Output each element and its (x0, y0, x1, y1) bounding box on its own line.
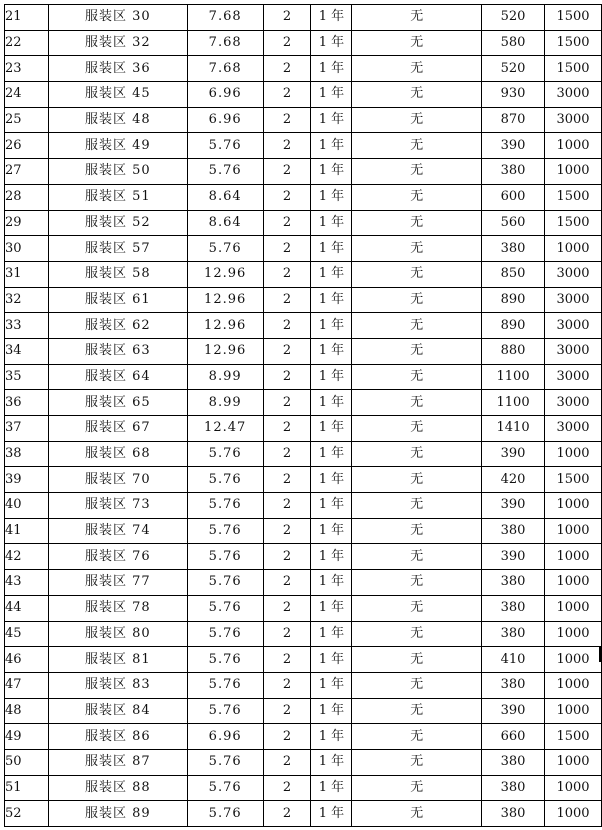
note-cell: 无 (352, 364, 482, 390)
table-row (5, 313, 602, 339)
rent-cell: 390 (482, 133, 545, 159)
bond-cell: 1500 (545, 56, 602, 82)
rent-cell: 1100 (482, 364, 545, 390)
term-cell: 1 年 (311, 441, 352, 467)
bond-cell: 1000 (545, 570, 602, 596)
note-cell: 无 (352, 621, 482, 647)
area-cell: 7.68 (187, 5, 263, 31)
row-number-cell: 41 (5, 518, 49, 544)
quantity-cell: 2 (263, 313, 311, 339)
area-cell: 5.76 (187, 441, 263, 467)
booth-name-cell: 服装区 57 (48, 236, 187, 262)
booth-name-cell: 服装区 52 (48, 210, 187, 236)
area-cell: 5.76 (187, 647, 263, 673)
quantity-cell: 2 (263, 82, 311, 108)
quantity-cell: 2 (263, 236, 311, 262)
note-cell: 无 (352, 544, 482, 570)
booth-name-cell: 服装区 73 (48, 493, 187, 519)
note-cell: 无 (352, 775, 482, 801)
rent-cell: 380 (482, 775, 545, 801)
row-number-cell: 27 (5, 159, 49, 185)
rent-cell: 380 (482, 236, 545, 262)
area-cell: 8.64 (187, 184, 263, 210)
rent-cell: 380 (482, 159, 545, 185)
term-cell: 1 年 (311, 493, 352, 519)
note-cell: 无 (352, 441, 482, 467)
row-number-cell: 42 (5, 544, 49, 570)
rent-cell: 880 (482, 338, 545, 364)
quantity-cell: 2 (263, 775, 311, 801)
rent-cell: 390 (482, 698, 545, 724)
row-number-cell: 50 (5, 749, 49, 775)
quantity-cell: 2 (263, 133, 311, 159)
rent-cell: 850 (482, 261, 545, 287)
area-cell: 12.96 (187, 287, 263, 313)
row-number-cell: 33 (5, 313, 49, 339)
term-cell: 1 年 (311, 159, 352, 185)
table-row (5, 672, 602, 698)
rent-cell: 520 (482, 56, 545, 82)
row-number-cell: 45 (5, 621, 49, 647)
rent-cell: 660 (482, 724, 545, 750)
area-cell: 5.76 (187, 544, 263, 570)
row-number-cell: 25 (5, 107, 49, 133)
booth-name-cell: 服装区 89 (48, 801, 187, 827)
term-cell: 1 年 (311, 261, 352, 287)
bond-cell: 3000 (545, 364, 602, 390)
row-number-cell: 35 (5, 364, 49, 390)
note-cell: 无 (352, 390, 482, 416)
note-cell: 无 (352, 647, 482, 673)
booth-name-cell: 服装区 58 (48, 261, 187, 287)
term-cell: 1 年 (311, 107, 352, 133)
row-number-cell: 26 (5, 133, 49, 159)
row-number-cell: 30 (5, 236, 49, 262)
table-row (5, 159, 602, 185)
rent-cell: 890 (482, 287, 545, 313)
bond-cell: 1500 (545, 724, 602, 750)
area-cell: 8.99 (187, 364, 263, 390)
quantity-cell: 2 (263, 467, 311, 493)
area-cell: 12.96 (187, 261, 263, 287)
bond-cell: 1000 (545, 698, 602, 724)
row-number-cell: 29 (5, 210, 49, 236)
note-cell: 无 (352, 184, 482, 210)
quantity-cell: 2 (263, 107, 311, 133)
quantity-cell: 2 (263, 390, 311, 416)
row-number-cell: 43 (5, 570, 49, 596)
bond-cell: 1000 (545, 133, 602, 159)
booth-name-cell: 服装区 65 (48, 390, 187, 416)
term-cell: 1 年 (311, 56, 352, 82)
table-row (5, 749, 602, 775)
note-cell: 无 (352, 493, 482, 519)
row-number-cell: 49 (5, 724, 49, 750)
note-cell: 无 (352, 467, 482, 493)
booth-name-cell: 服装区 32 (48, 30, 187, 56)
area-cell: 5.76 (187, 775, 263, 801)
rent-cell: 380 (482, 518, 545, 544)
bond-cell: 3000 (545, 261, 602, 287)
bond-cell: 1000 (545, 595, 602, 621)
row-number-cell: 40 (5, 493, 49, 519)
area-cell: 6.96 (187, 82, 263, 108)
area-cell: 12.47 (187, 416, 263, 442)
rent-cell: 930 (482, 82, 545, 108)
quantity-cell: 2 (263, 544, 311, 570)
quantity-cell: 2 (263, 287, 311, 313)
note-cell: 无 (352, 56, 482, 82)
note-cell: 无 (352, 570, 482, 596)
row-number-cell: 36 (5, 390, 49, 416)
row-number-cell: 24 (5, 82, 49, 108)
rent-cell: 380 (482, 801, 545, 827)
note-cell: 无 (352, 159, 482, 185)
table-row (5, 518, 602, 544)
quantity-cell: 2 (263, 159, 311, 185)
booth-name-cell: 服装区 64 (48, 364, 187, 390)
area-cell: 5.76 (187, 595, 263, 621)
table-row (5, 595, 602, 621)
booth-name-cell: 服装区 30 (48, 5, 187, 31)
table-row (5, 5, 602, 31)
table-row (5, 570, 602, 596)
quantity-cell: 2 (263, 518, 311, 544)
term-cell: 1 年 (311, 210, 352, 236)
bond-cell: 3000 (545, 338, 602, 364)
term-cell: 1 年 (311, 364, 352, 390)
rent-cell: 560 (482, 210, 545, 236)
bond-cell: 1000 (545, 801, 602, 827)
row-number-cell: 23 (5, 56, 49, 82)
row-number-cell: 52 (5, 801, 49, 827)
booth-name-cell: 服装区 63 (48, 338, 187, 364)
bond-cell: 1500 (545, 5, 602, 31)
note-cell: 无 (352, 82, 482, 108)
rent-cell: 890 (482, 313, 545, 339)
rent-cell: 1100 (482, 390, 545, 416)
area-cell: 6.96 (187, 724, 263, 750)
bond-cell: 1000 (545, 518, 602, 544)
table-row (5, 698, 602, 724)
table-row (5, 724, 602, 750)
area-cell: 5.76 (187, 133, 263, 159)
table-row (5, 82, 602, 108)
area-cell: 5.76 (187, 518, 263, 544)
area-cell: 7.68 (187, 30, 263, 56)
bond-cell: 1500 (545, 184, 602, 210)
quantity-cell: 2 (263, 416, 311, 442)
row-number-cell: 32 (5, 287, 49, 313)
term-cell: 1 年 (311, 724, 352, 750)
quantity-cell: 2 (263, 364, 311, 390)
rent-cell: 1410 (482, 416, 545, 442)
term-cell: 1 年 (311, 647, 352, 673)
booth-name-cell: 服装区 86 (48, 724, 187, 750)
table-row (5, 364, 602, 390)
table-row (5, 30, 602, 56)
note-cell: 无 (352, 416, 482, 442)
rent-cell: 380 (482, 595, 545, 621)
area-cell: 5.76 (187, 698, 263, 724)
booth-name-cell: 服装区 48 (48, 107, 187, 133)
term-cell: 1 年 (311, 672, 352, 698)
quantity-cell: 2 (263, 801, 311, 827)
booth-name-cell: 服装区 49 (48, 133, 187, 159)
quantity-cell: 2 (263, 749, 311, 775)
row-number-cell: 39 (5, 467, 49, 493)
quantity-cell: 2 (263, 30, 311, 56)
table-row (5, 775, 602, 801)
bond-cell: 1000 (545, 493, 602, 519)
rent-cell: 380 (482, 621, 545, 647)
table-row (5, 56, 602, 82)
booth-name-cell: 服装区 36 (48, 56, 187, 82)
booth-name-cell: 服装区 84 (48, 698, 187, 724)
bond-cell: 1000 (545, 749, 602, 775)
area-cell: 12.96 (187, 313, 263, 339)
quantity-cell: 2 (263, 595, 311, 621)
table-row (5, 184, 602, 210)
table-row (5, 133, 602, 159)
quantity-cell: 2 (263, 56, 311, 82)
rent-cell: 520 (482, 5, 545, 31)
row-number-cell: 22 (5, 30, 49, 56)
booth-name-cell: 服装区 77 (48, 570, 187, 596)
booth-name-cell: 服装区 88 (48, 775, 187, 801)
row-number-cell: 46 (5, 647, 49, 673)
table-row (5, 107, 602, 133)
table-row (5, 287, 602, 313)
booth-name-cell: 服装区 76 (48, 544, 187, 570)
row-number-cell: 31 (5, 261, 49, 287)
note-cell: 无 (352, 30, 482, 56)
booth-name-cell: 服装区 80 (48, 621, 187, 647)
row-number-cell: 34 (5, 338, 49, 364)
term-cell: 1 年 (311, 82, 352, 108)
quantity-cell: 2 (263, 493, 311, 519)
row-number-cell: 44 (5, 595, 49, 621)
note-cell: 无 (352, 672, 482, 698)
bond-cell: 1000 (545, 647, 602, 673)
term-cell: 1 年 (311, 390, 352, 416)
note-cell: 无 (352, 749, 482, 775)
bond-cell: 1000 (545, 775, 602, 801)
table-row (5, 493, 602, 519)
term-cell: 1 年 (311, 595, 352, 621)
booth-name-cell: 服装区 51 (48, 184, 187, 210)
area-cell: 5.76 (187, 749, 263, 775)
area-cell: 5.76 (187, 236, 263, 262)
term-cell: 1 年 (311, 518, 352, 544)
term-cell: 1 年 (311, 467, 352, 493)
term-cell: 1 年 (311, 749, 352, 775)
note-cell: 无 (352, 261, 482, 287)
lease-table (4, 4, 602, 827)
note-cell: 无 (352, 236, 482, 262)
quantity-cell: 2 (263, 210, 311, 236)
booth-name-cell: 服装区 67 (48, 416, 187, 442)
area-cell: 6.96 (187, 107, 263, 133)
term-cell: 1 年 (311, 338, 352, 364)
bond-cell: 3000 (545, 287, 602, 313)
rent-cell: 580 (482, 30, 545, 56)
bond-cell: 1500 (545, 30, 602, 56)
booth-name-cell: 服装区 78 (48, 595, 187, 621)
term-cell: 1 年 (311, 287, 352, 313)
rent-cell: 390 (482, 441, 545, 467)
row-number-cell: 21 (5, 5, 49, 31)
note-cell: 无 (352, 107, 482, 133)
note-cell: 无 (352, 518, 482, 544)
booth-name-cell: 服装区 81 (48, 647, 187, 673)
area-cell: 5.76 (187, 801, 263, 827)
area-cell: 5.76 (187, 672, 263, 698)
term-cell: 1 年 (311, 570, 352, 596)
rent-cell: 420 (482, 467, 545, 493)
area-cell: 5.76 (187, 570, 263, 596)
bond-cell: 1000 (545, 159, 602, 185)
term-cell: 1 年 (311, 313, 352, 339)
area-cell: 5.76 (187, 467, 263, 493)
quantity-cell: 2 (263, 261, 311, 287)
term-cell: 1 年 (311, 133, 352, 159)
bond-cell: 1500 (545, 467, 602, 493)
term-cell: 1 年 (311, 544, 352, 570)
bond-cell: 3000 (545, 390, 602, 416)
quantity-cell: 2 (263, 672, 311, 698)
bond-cell: 3000 (545, 416, 602, 442)
rent-cell: 390 (482, 544, 545, 570)
booth-name-cell: 服装区 50 (48, 159, 187, 185)
bond-cell: 1000 (545, 672, 602, 698)
booth-name-cell: 服装区 87 (48, 749, 187, 775)
bond-cell: 1000 (545, 236, 602, 262)
term-cell: 1 年 (311, 30, 352, 56)
row-number-cell: 51 (5, 775, 49, 801)
table-row (5, 467, 602, 493)
note-cell: 无 (352, 724, 482, 750)
table-row (5, 544, 602, 570)
term-cell: 1 年 (311, 801, 352, 827)
row-number-cell: 28 (5, 184, 49, 210)
area-cell: 5.76 (187, 493, 263, 519)
bond-cell: 3000 (545, 82, 602, 108)
bond-cell: 1000 (545, 544, 602, 570)
table-row (5, 441, 602, 467)
term-cell: 1 年 (311, 184, 352, 210)
rent-cell: 380 (482, 749, 545, 775)
row-number-cell: 48 (5, 698, 49, 724)
note-cell: 无 (352, 313, 482, 339)
quantity-cell: 2 (263, 5, 311, 31)
row-number-cell: 37 (5, 416, 49, 442)
table-row (5, 416, 602, 442)
bond-cell: 1000 (545, 441, 602, 467)
quantity-cell: 2 (263, 338, 311, 364)
table-row (5, 647, 602, 673)
term-cell: 1 年 (311, 236, 352, 262)
term-cell: 1 年 (311, 5, 352, 31)
area-cell: 8.99 (187, 390, 263, 416)
table-row (5, 210, 602, 236)
note-cell: 无 (352, 210, 482, 236)
rent-cell: 600 (482, 184, 545, 210)
note-cell: 无 (352, 133, 482, 159)
booth-name-cell: 服装区 83 (48, 672, 187, 698)
note-cell: 无 (352, 595, 482, 621)
note-cell: 无 (352, 698, 482, 724)
bond-cell: 1500 (545, 210, 602, 236)
quantity-cell: 2 (263, 621, 311, 647)
table-row (5, 390, 602, 416)
note-cell: 无 (352, 5, 482, 31)
area-cell: 8.64 (187, 210, 263, 236)
note-cell: 无 (352, 801, 482, 827)
area-cell: 7.68 (187, 56, 263, 82)
quantity-cell: 2 (263, 184, 311, 210)
booth-name-cell: 服装区 61 (48, 287, 187, 313)
quantity-cell: 2 (263, 441, 311, 467)
area-cell: 5.76 (187, 621, 263, 647)
table-body (5, 5, 602, 827)
text-cursor (599, 646, 601, 662)
area-cell: 5.76 (187, 159, 263, 185)
booth-name-cell: 服装区 45 (48, 82, 187, 108)
area-cell: 12.96 (187, 338, 263, 364)
quantity-cell: 2 (263, 647, 311, 673)
row-number-cell: 38 (5, 441, 49, 467)
table-row (5, 621, 602, 647)
term-cell: 1 年 (311, 621, 352, 647)
term-cell: 1 年 (311, 775, 352, 801)
quantity-cell: 2 (263, 698, 311, 724)
booth-name-cell: 服装区 74 (48, 518, 187, 544)
table-row (5, 236, 602, 262)
rent-cell: 410 (482, 647, 545, 673)
table-row (5, 801, 602, 827)
quantity-cell: 2 (263, 724, 311, 750)
bond-cell: 3000 (545, 313, 602, 339)
booth-name-cell: 服装区 68 (48, 441, 187, 467)
booth-name-cell: 服装区 70 (48, 467, 187, 493)
term-cell: 1 年 (311, 416, 352, 442)
quantity-cell: 2 (263, 570, 311, 596)
booth-name-cell: 服装区 62 (48, 313, 187, 339)
rent-cell: 870 (482, 107, 545, 133)
bond-cell: 3000 (545, 107, 602, 133)
rent-cell: 390 (482, 493, 545, 519)
table-row (5, 338, 602, 364)
rent-cell: 380 (482, 672, 545, 698)
bond-cell: 1000 (545, 621, 602, 647)
note-cell: 无 (352, 287, 482, 313)
row-number-cell: 47 (5, 672, 49, 698)
term-cell: 1 年 (311, 698, 352, 724)
rent-cell: 380 (482, 570, 545, 596)
table-row (5, 261, 602, 287)
note-cell: 无 (352, 338, 482, 364)
